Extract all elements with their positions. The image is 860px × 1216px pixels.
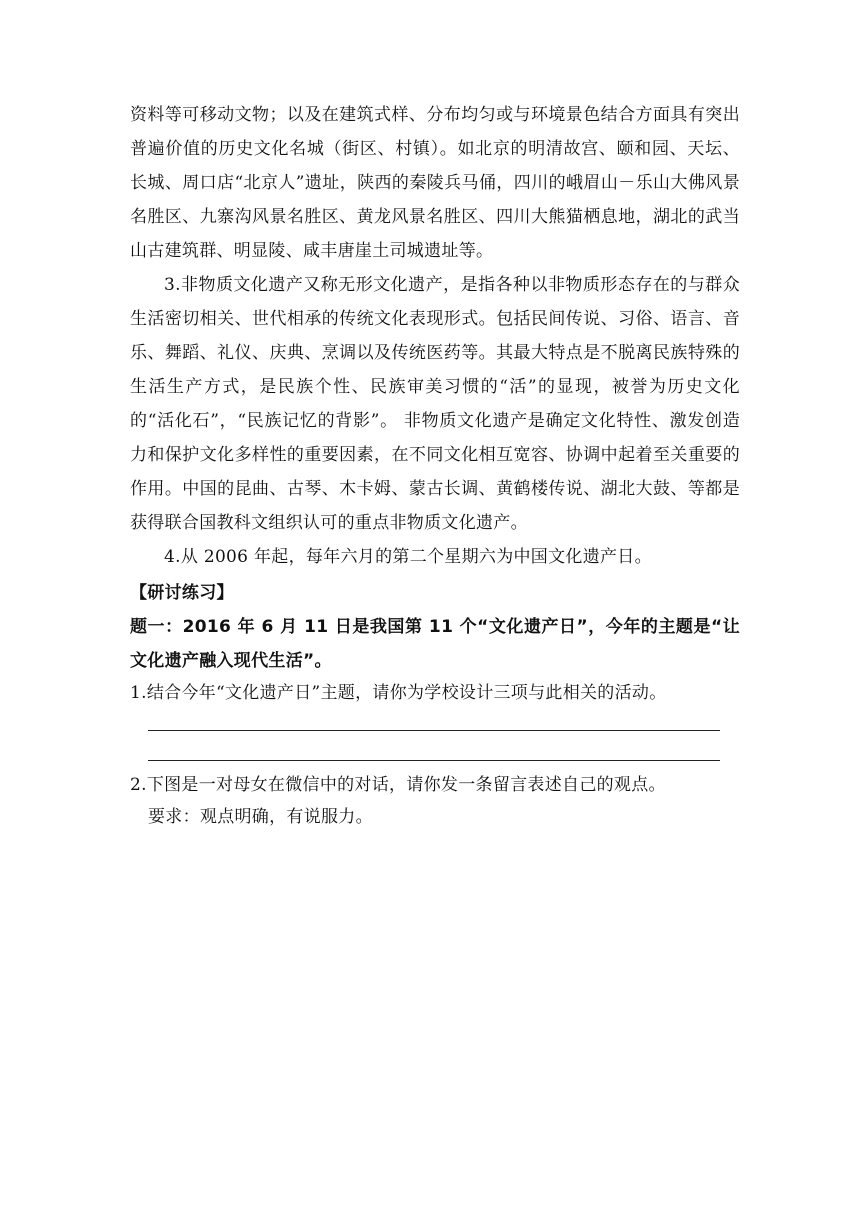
answer-line-1[interactable] bbox=[148, 730, 720, 731]
paragraph-intangible-heritage bbox=[130, 268, 740, 540]
answer-line-2[interactable] bbox=[148, 760, 720, 761]
requirement-text: 要求：观点明确，有说服力。 bbox=[148, 807, 373, 827]
paragraph-world-heritage-examples bbox=[130, 98, 740, 268]
question-1 bbox=[130, 676, 740, 710]
question-title bbox=[130, 610, 740, 678]
section-heading-text: 【研讨练习】 bbox=[130, 583, 234, 603]
question-1-text: 1.结合今年“文化遗产日”主题，请你为学校设计三项与此相关的活动。 bbox=[130, 683, 667, 703]
section-heading bbox=[130, 576, 740, 610]
question-2 bbox=[130, 768, 740, 802]
paragraph-text: 3.非物质文化遗产又称无形文化遗产，是指各种以非物质形态存在的与群众生活密切相关、世代相承的传统文化表现形式。包括民间传说、习俗、语言、音乐、舞蹈、礼仪、庆典、烹调以及传统医药等。其最大特点是不脱离民族特殊的生活生产方式，是民族个性、民族审美习惯的“活”的显现，被誉为历史文化的“活化石”，“民族记忆的背影”。 非物质文化遗产是确定文化特性、激发创造力和保护文化多样性的重要因素，在不同文化相互宽容、协调中起着至关重要的作用。中国的昆曲、古琴、木卡姆、蒙古长调、黄鹤楼传说、湖北大鼓、等都是获得联合国教科文组织认可的重点非物质文化遗产。 bbox=[130, 275, 740, 533]
paragraph-text: 4.从 2006 年起，每年六月的第二个星期六为中国文化遗产日。 bbox=[164, 547, 652, 567]
question-title-text: 题一：2016 年 6 月 11 日是我国第 11 个“文化遗产日”，今年的主题是“让文化遗产融入现代生活”。 bbox=[130, 617, 740, 671]
paragraph-text: 资料等可移动文物；以及在建筑式样、分布均匀或与环境景色结合方面具有突出普遍价值的历史文化名城（街区、村镇）。如北京的明清故宫、颐和园、天坛、长城、周口店“北京人”遗址，陕西的秦陵兵马俑，四川的峨眉山－乐山大佛风景名胜区、九寨沟风景名胜区、黄龙风景名胜区、四川大熊猫栖息地，湖北的武当山古建筑群、明显陵、咸丰唐崖土司城遗址等。 bbox=[130, 105, 740, 261]
question-2-text: 2.下图是一对母女在微信中的对话，请你发一条留言表述自己的观点。 bbox=[130, 775, 666, 795]
requirement bbox=[130, 800, 758, 834]
paragraph-heritage-day bbox=[130, 540, 740, 574]
